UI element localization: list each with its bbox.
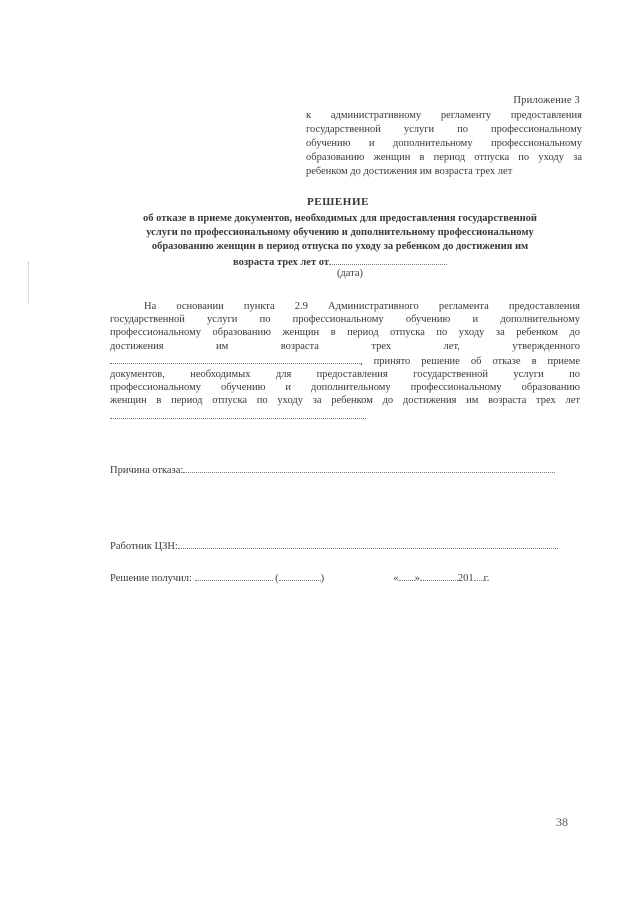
body-blank [110, 408, 366, 419]
approval-blank [110, 353, 360, 364]
reason-label: Причина отказа: [110, 465, 184, 476]
appendix-line: к административному регламенту предоставления [306, 110, 582, 121]
name-field[interactable] [279, 570, 321, 581]
body-line [110, 408, 580, 423]
year-field[interactable] [474, 570, 484, 581]
day-field[interactable] [399, 570, 415, 581]
decision-subject [100, 212, 580, 270]
subject-line: образованию женщин в период отпуска по уходу за ребенком до достижения им [151, 241, 529, 252]
body-paragraph [110, 300, 580, 423]
reason-field[interactable] [183, 462, 555, 473]
quote-open: « [393, 573, 399, 584]
body-line: профессиональному обучению и дополнительному профессиональному образованию [110, 382, 580, 394]
date-caption: (дата) [336, 268, 364, 279]
signature-field[interactable] [195, 570, 273, 581]
body-line: документов, необходимых для предоставления государственной услуги по [110, 369, 580, 381]
month-field[interactable] [420, 570, 458, 581]
received-row [110, 570, 489, 584]
received-label: Решение получил: [110, 573, 192, 584]
employee-field[interactable] [178, 538, 558, 549]
year-prefix: 201 [457, 573, 474, 584]
employee-label: Работник ЦЗН: [110, 541, 178, 552]
paren-close: ) [320, 573, 325, 584]
page-number: 38 [556, 815, 568, 829]
body-line: достижения им возраста трех лет, утвержденного [110, 340, 580, 352]
subject-line: услуги по профессиональному обучению и дополнительному профессиональному [146, 227, 534, 238]
year-suffix: г. [483, 573, 490, 584]
quote-close: » [414, 573, 420, 584]
date-blank [329, 254, 447, 265]
body-line: профессиональному образованию женщин в период отпуска по уходу за ребенком до [110, 327, 580, 339]
subject-line: об отказе в приеме документов, необходимых для предоставления государственной [143, 213, 537, 224]
decision-title: РЕШЕНИЕ [306, 196, 370, 208]
body-line: , принято решение об отказе в приеме [110, 353, 580, 368]
reason-row [110, 462, 555, 476]
appendix-line: обучению и дополнительному профессиональному [306, 138, 582, 149]
scan-margin-marks [28, 262, 31, 304]
appendix-line: государственной услуги по профессиональному [306, 124, 582, 135]
employee-row [110, 538, 558, 552]
subject-line: возраста трех лет от [232, 257, 330, 268]
body-line: государственной услуги по профессиональному обучению и дополнительному [110, 314, 580, 326]
paren-open: ( [275, 573, 279, 584]
appendix-reference [306, 109, 582, 179]
appendix-line: образованию женщин в период отпуска по уходу за [306, 152, 582, 163]
appendix-line: ребенком до достижения им возраста трех лет [306, 166, 513, 177]
body-line: женщин в период отпуска по уходу за ребенком до достижения им возраста трех лет [110, 395, 580, 407]
appendix-title: Приложение 3 [513, 95, 580, 106]
body-line: На основании пункта 2.9 Административного регламента предоставления [144, 301, 580, 312]
